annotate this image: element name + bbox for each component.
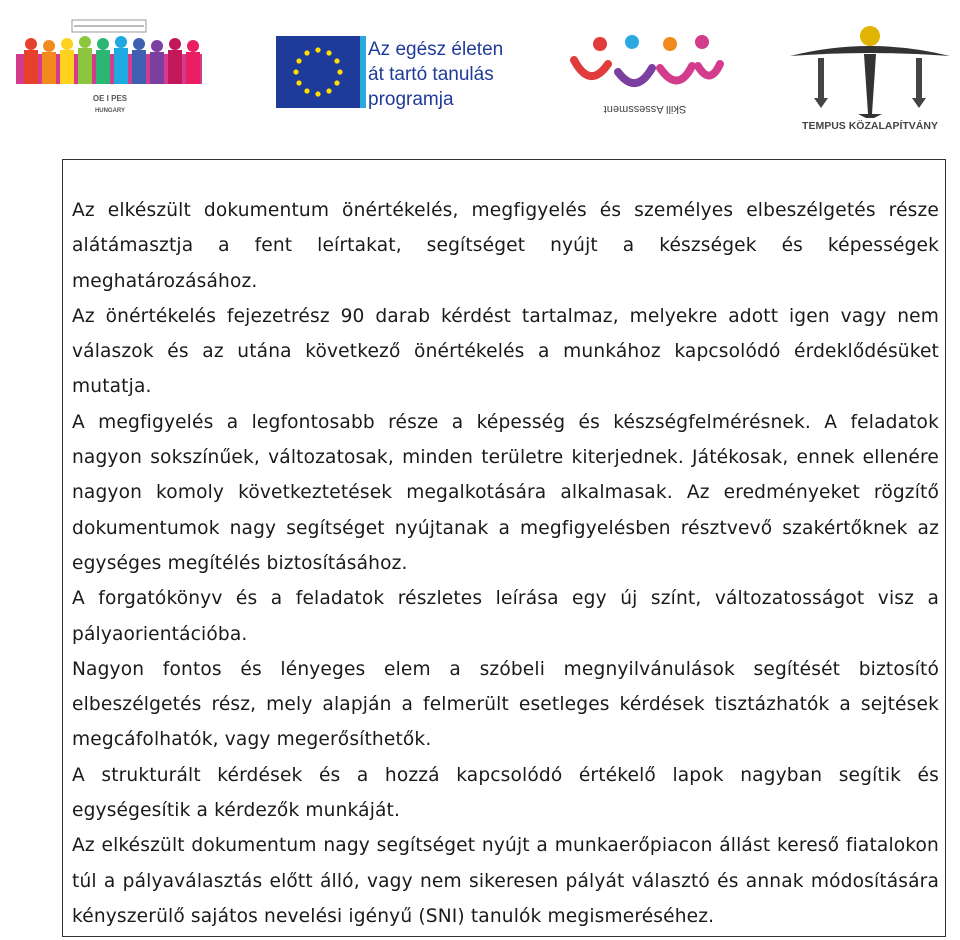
paragraph-4: A forgatókönyv és a feladatok részletes leírása egy új színt, változatosságot visz a pályaorientációba. [72, 588, 939, 645]
tempus-text: TEMPUS KÖZALAPÍTVÁNY [802, 120, 938, 132]
paragraph-6: A strukturált kérdések és a hozzá kapcsolódó értékelő lapok nagyban segítik és egységesítik a kérdezők munkáját. [72, 764, 939, 822]
people-figures-icon [16, 20, 202, 84]
oeipes-logo [12, 14, 212, 124]
skill-assessment-logo [560, 26, 730, 116]
paragraph-3: A megfigyelés a legfontosabb része a képesség és készségfelmérésnek. A feladatok nagyon sokszínűek, változatosak, minden területre kiterjednek. Játékosak, ennek ellenére nagyon komoly következtetések megalkotására alkalmasak. Az eredményeket rögzítő dokumentumok nagy segítséget nyújtanak a megfigyelésben résztvevő szakértőknek az egységes megítélés biztosításához. [72, 411, 939, 574]
skill-assessment-figures-icon [574, 35, 720, 83]
eu-flag-icon [276, 36, 360, 108]
oeipes-text: OE I PES [92, 94, 128, 103]
paragraph-5: Nagyon fontos és lényeges elem a szóbeli megnyilvánulások segítését biztosító elbeszélgetés rész, mely alapján a felmerült esetleges kérdések tisztázhatók a sejtések megcáfolhatók, vagy megerősíthetők. [72, 658, 939, 751]
tempus-figure-icon [790, 26, 950, 118]
skill-assessment-text: Skill Assessment [603, 103, 687, 115]
document-body [72, 193, 939, 934]
eu-line-2: át tartó tanulás [368, 64, 494, 85]
document-text-box [62, 159, 946, 937]
hungary-text: HUNGARY [94, 108, 126, 114]
tempus-logo [784, 18, 956, 134]
eu-line-1: Az egész életen [368, 39, 504, 60]
eu-line-3: programja [368, 89, 454, 110]
paragraph-2: Az önértékelés fejezetrész 90 darab kérdést tartalmaz, melyekre adott igen vagy nem válaszok és az utána következő önértékelés a munkához kapcsolódó érdeklődésüket mutatja. [72, 305, 939, 398]
eu-lifelong-learning-logo [274, 30, 514, 114]
logo-bar [0, 0, 960, 140]
paragraph-7: Az elkészült dokumentum nagy segítséget nyújt a munkaerőpiacon állást kereső fiatalokon túl a pályaválasztás előtt álló, vagy nem sikeresen pályát választó és annak módosítására kényszerülő sajátos nevelési igényű (SNI) tanulók megismeréséhez. [72, 835, 939, 927]
paragraph-1: Az elkészült dokumentum önértékelés, megfigyelés és személyes elbeszélgetés része alátámasztja a fent leírtakat, segítséget nyújt a készségek és képességek meghatározásához. [72, 200, 939, 292]
